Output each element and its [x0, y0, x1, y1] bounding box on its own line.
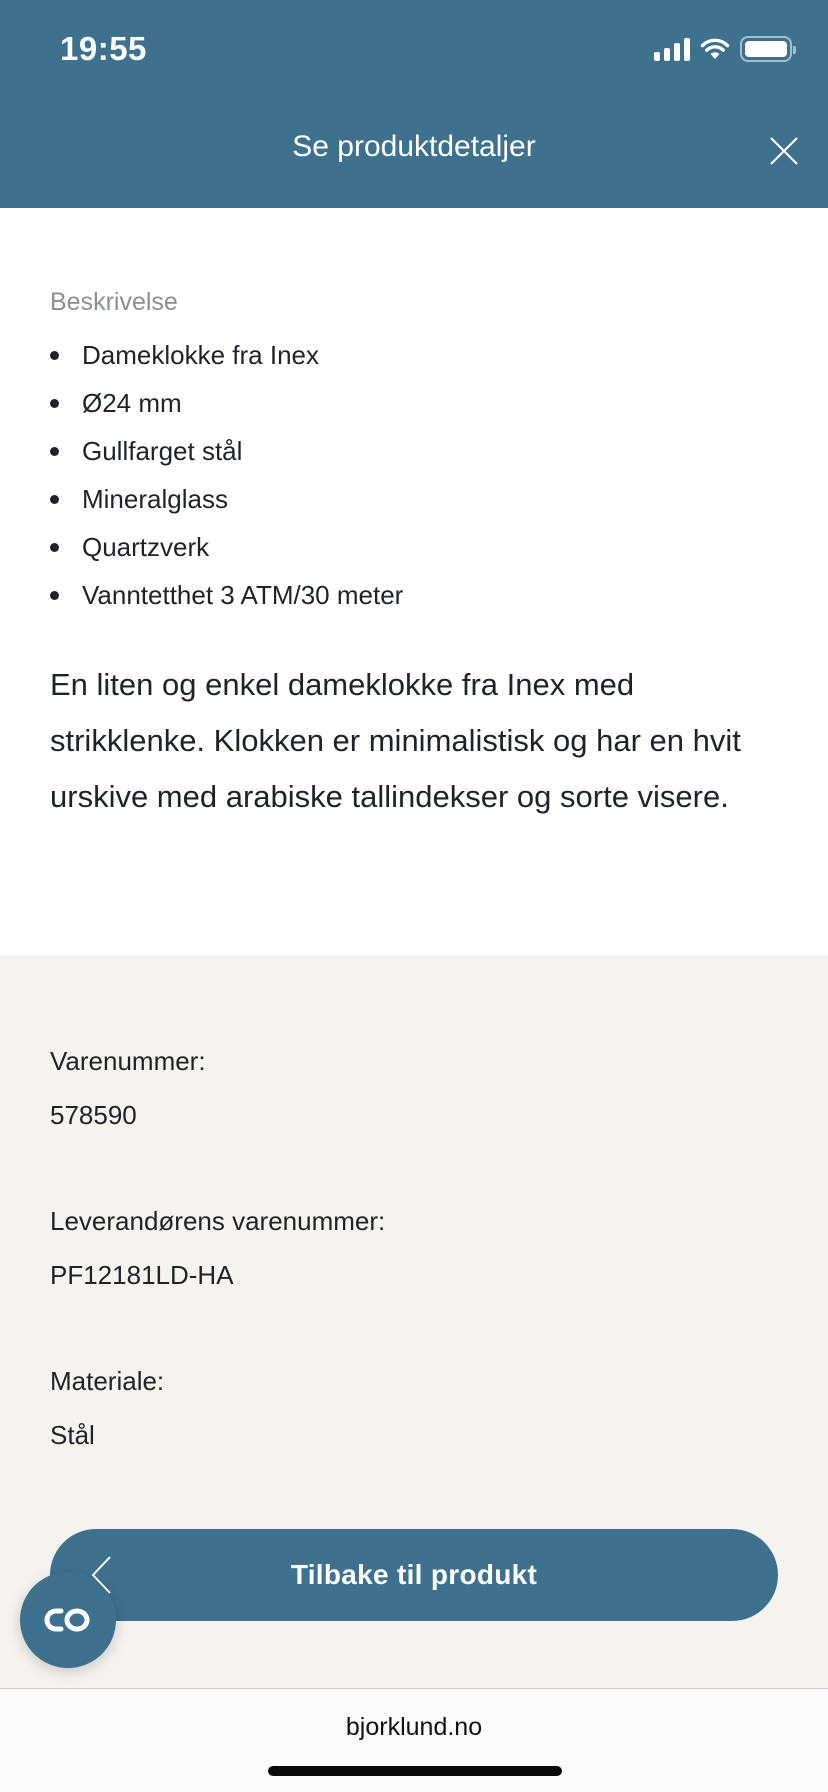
close-icon	[768, 135, 800, 167]
browser-address-bar	[0, 1688, 828, 1792]
feature-item: Ø24 mm	[50, 379, 790, 427]
detail-label: Materiale:	[50, 1366, 165, 1396]
description-label: Beskrivelse	[50, 288, 178, 316]
back-button-label: Tilbake til produkt	[290, 1559, 538, 1590]
detail-item-sku	[50, 1045, 206, 1131]
detail-item-material	[50, 1365, 164, 1451]
app-header	[0, 0, 828, 208]
feature-item: Dameklokke fra Inex	[50, 331, 790, 379]
wifi-icon	[700, 37, 730, 61]
url-text[interactable]: bjorklund.no	[345, 1713, 483, 1741]
detail-value: Stål	[50, 1420, 95, 1450]
feature-item: Quartzverk	[50, 523, 790, 571]
chat-link-icon	[43, 1607, 93, 1633]
feature-item: Vanntetthet 3 ATM/30 meter	[50, 571, 790, 619]
close-button[interactable]	[768, 135, 800, 167]
chat-button[interactable]	[20, 1572, 116, 1668]
detail-value: 578590	[50, 1100, 137, 1130]
detail-label: Varenummer:	[50, 1046, 206, 1076]
description-section	[50, 288, 790, 825]
cellular-signal-icon	[654, 37, 690, 61]
feature-item: Gullfarget stål	[50, 427, 790, 475]
page-title: Se produktdetaljer	[292, 130, 536, 163]
back-to-product-button[interactable]	[50, 1529, 778, 1621]
detail-label: Leverandørens varenummer:	[50, 1206, 386, 1236]
description-paragraph: En liten og enkel dameklokke fra Inex med strikklenke. Klokken er minimalistisk og har en hvit urskive med arabiske tallindekser og sorte visere.	[50, 667, 741, 814]
feature-item: Mineralglass	[50, 475, 790, 523]
detail-item-supplier-sku	[50, 1205, 385, 1291]
battery-icon	[740, 36, 792, 62]
home-indicator[interactable]	[268, 1766, 562, 1776]
status-time: 19:55	[60, 30, 147, 67]
feature-list	[50, 331, 790, 619]
detail-value: PF12181LD-HA	[50, 1260, 234, 1290]
status-icons	[654, 36, 792, 62]
